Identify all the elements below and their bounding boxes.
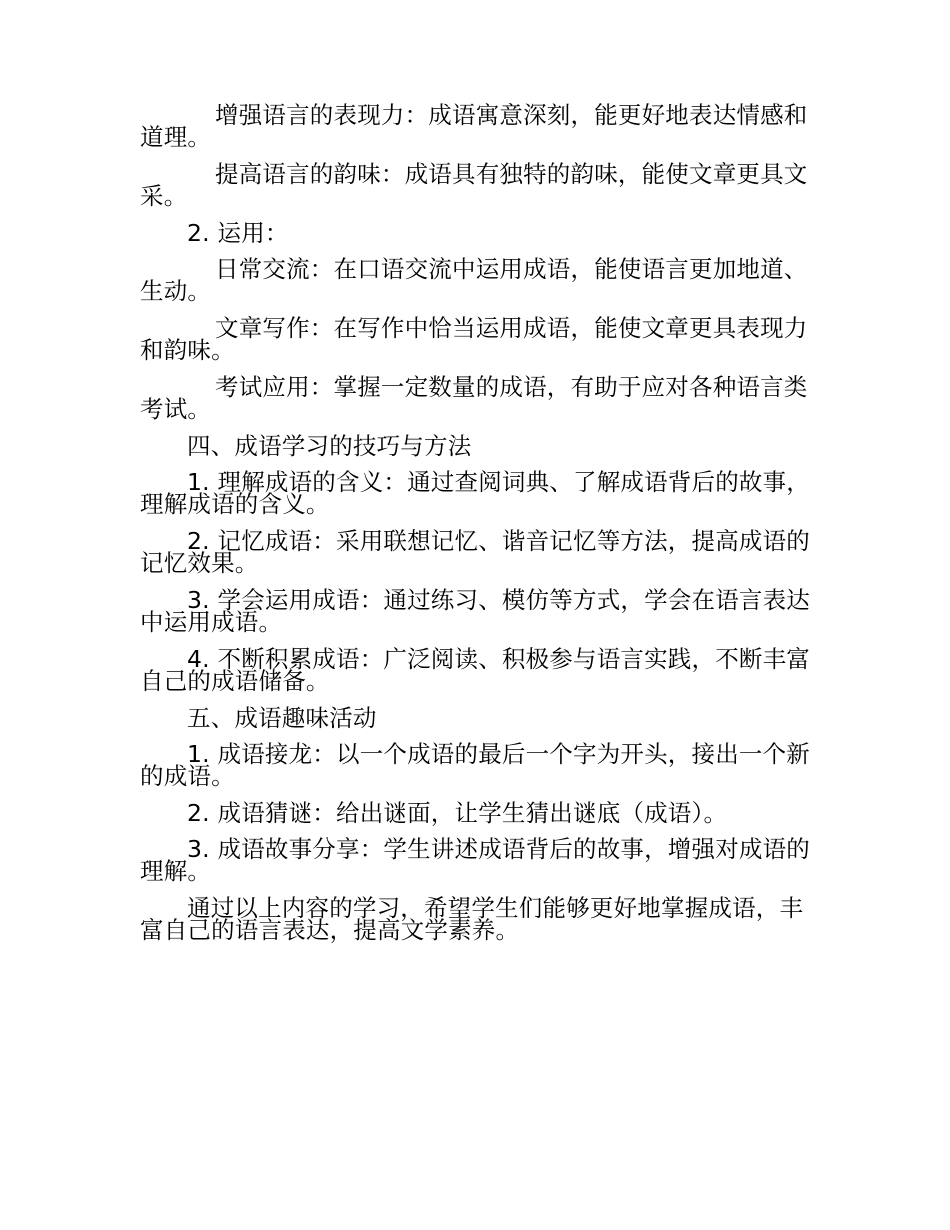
paragraph-charm: 提高语言的韵味：成语具有独特的韵味，能使文章更具文采。 <box>140 160 808 210</box>
list-item-accumulate: 4. 不断积累成语：广泛阅读、积极参与语言实践，不断丰富自己的成语储备。 <box>140 645 810 695</box>
paragraph-expressiveness: 增强语言的表现力：成语寓意深刻，能更好地表达情感和道理。 <box>140 101 808 151</box>
list-item-riddles: 2. 成语猜谜：给出谜面，让学生猜出谜底（成语）。 <box>187 799 728 827</box>
paragraph-writing: 文章写作：在写作中恰当运用成语，能使文章更具表现力和韵味。 <box>140 314 808 364</box>
list-item-apply: 3. 学会运用成语：通过练习、模仿等方式，学会在语言表达中运用成语。 <box>140 586 810 636</box>
section-heading-techniques: 四、成语学习的技巧与方法 <box>187 432 472 460</box>
document-page <box>140 101 815 956</box>
section-heading-activities: 五、成语趣味活动 <box>187 704 377 732</box>
list-item-stories: 3. 成语故事分享：学生讲述成语背后的故事，增强对成语的理解。 <box>140 835 810 885</box>
paragraph-daily-communication: 日常交流：在口语交流中运用成语，能使语言更加地道、生动。 <box>140 255 808 305</box>
paragraph-conclusion: 通过以上内容的学习，希望学生们能够更好地掌握成语，丰富自己的语言表达，提高文学素养。 <box>140 894 804 944</box>
list-item-memorize: 2. 记忆成语：采用联想记忆、谐音记忆等方法，提高成语的记忆效果。 <box>140 527 810 577</box>
list-item-chain: 1. 成语接龙：以一个成语的最后一个字为开头，接出一个新的成语。 <box>140 740 810 790</box>
paragraph-exams: 考试应用：掌握一定数量的成语，有助于应对各种语言类考试。 <box>140 373 808 423</box>
list-item-understand: 1. 理解成语的含义：通过查阅词典、了解成语背后的故事，理解成语的含义。 <box>140 468 810 518</box>
heading-usage: 2. 运用： <box>187 219 289 247</box>
